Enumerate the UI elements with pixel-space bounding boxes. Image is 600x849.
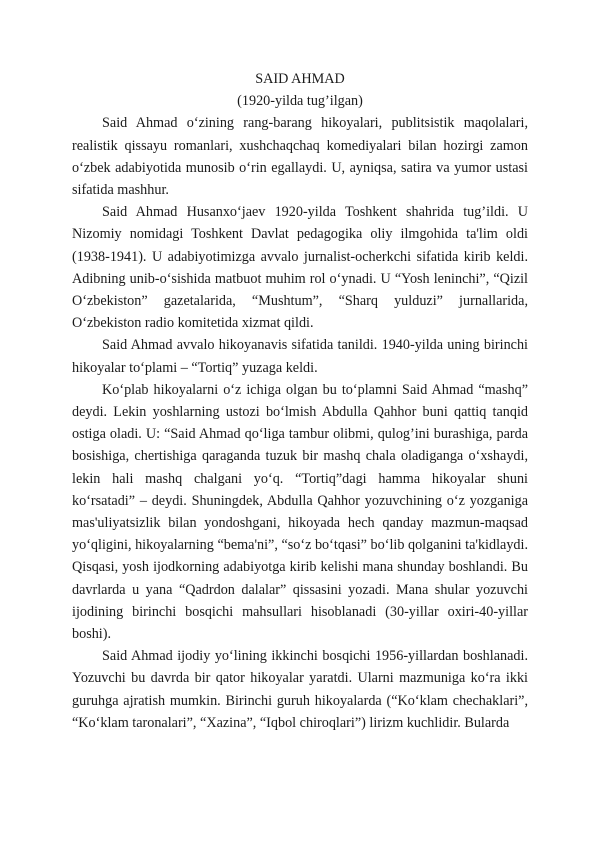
- paragraph-4: Ko‘plab hikoyalarni o‘z ichiga olgan bu to‘plamni Said Ahmad “mashq” deydi. Lekin yoshlarning ustozi bo‘lmish Abdulla Qahhor buni qattiq tanqid ostiga oladi. U: “Said Ahmad qo‘liga tambur olibmi, qulog’ini burashiga, parda bosishiga, chertishiga qaraganda tuzuk bir mashq chala oladiganga o‘xshaydi, lekin hali mashq chalgani yo‘q. “Tortiq”dagi hamma hikoyalar shuni ko‘rsatadi” – deydi. Shuningdek, Abdulla Qahhor yozuvchining o‘z yozganiga mas'uliyatsizlik bilan yondoshgani, hikoyada hech qanday mazmun-maqsad yo‘qligini, hikoyalarning “bema'ni”, “so‘z bo‘tqasi” bo‘lib qolganini ta'kidlaydi. Qisqasi, yosh ijodkorning adabiyotga kirib kelishi mana shunday boshlandi. Bu davrlarda u yana “Qadrdon dalalar” qissasini yozadi. Mana shular yozuvchi ijodining birinchi bosqichi mahsullari hisoblanadi (30-yillar oxiri-40-yillar boshi).: [72, 381, 528, 643]
- paragraph-1: Said Ahmad o‘zining rang-barang hikoyalari, publitsistik maqolalari, realistik qissayu romanlari, xushchaqchaq komediyalari bilan hozirgi zamon o‘zbek adabiyotida munosib o‘rin egallaydi. U, ayniqsa, satira va yumor ustasi sifatida mashhur.: [72, 115, 528, 199]
- document-title: SAID AHMAD: [255, 71, 345, 87]
- document-page: [72, 62, 528, 734]
- paragraph-5: Said Ahmad ijodiy yo‘lining ikkinchi bosqichi 1956-yillardan boshlanadi. Yozuvchi bu davrda bir qator hikoyalar yaratdi. Ularni mazmuniga ko‘ra ikki guruhga ajratish mumkin. Birinchi guruh hikoyalarda (“Ko‘klam chechaklari”, “Ko‘klam taronalari”, “Xazina”, “Iqbol chiroqlari”) lirizm kuchlidir. Bularda: [72, 648, 528, 731]
- paragraph-2: Said Ahmad Husanxo‘jaev 1920-yilda Toshkent shahrida tug’ildi. U Nizomiy nomidagi Toshkent Davlat pedagogika oliy ilmgohida ta'lim oldi (1938-1941). U adabiyotimizga avvalo jurnalist-ocherkchi sifatida kirib keldi. Adibning unib-o‘sishida matbuot muhim rol o‘ynadi. U “Yosh leninchi”, “Qizil O‘zbekiston” gazetalarida, “Mushtum”, “Sharq yulduzi” jurnallarida, O‘zbekiston radio komitetida xizmat qildi.: [72, 204, 528, 332]
- document-subtitle: (1920-yilda tug’ilgan): [237, 93, 363, 110]
- paragraph-3: Said Ahmad avvalo hikoyanavis sifatida tanildi. 1940-yilda uning birinchi hikoyalar to‘plami – “Tortiq” yuzaga keldi.: [72, 337, 528, 376]
